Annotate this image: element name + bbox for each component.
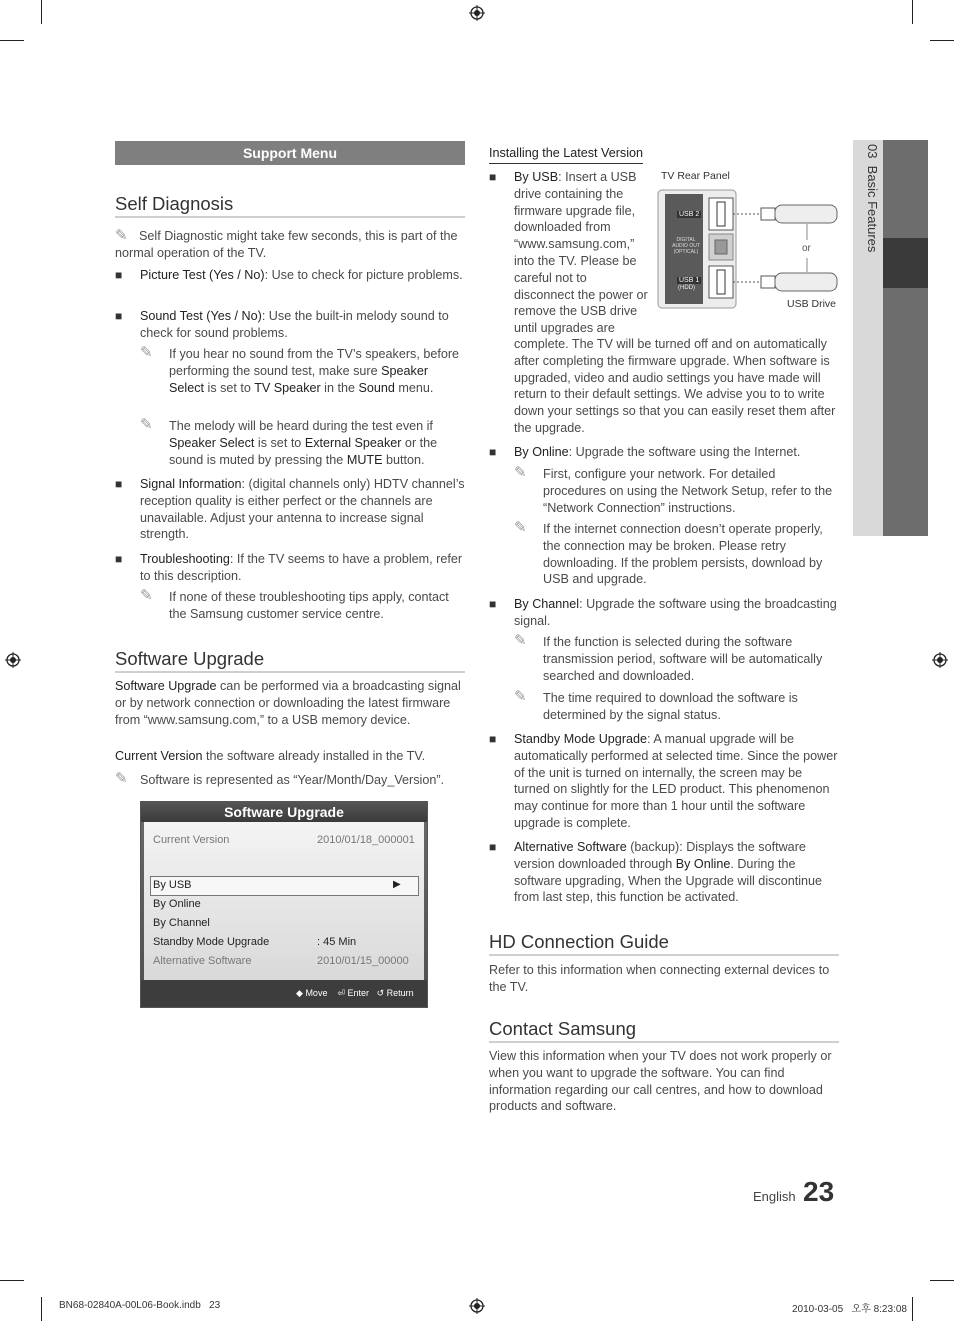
osd-item-standby-mode-upgrade[interactable]: Standby Mode Upgrade — [153, 936, 270, 948]
osd-item-alternative-software[interactable]: Alternative Software — [153, 955, 252, 967]
troubleshooting-item — [140, 551, 465, 585]
troubleshooting-text: : If the TV seems to have a problem, refer to this description. — [140, 552, 463, 583]
sound-test-item — [140, 308, 465, 342]
support-menu-bar: Support Menu — [115, 141, 465, 165]
optical-port-label: DIGITAL AUDIO OUT (OPTICAL) — [672, 237, 700, 255]
note-icon: ✎ — [514, 632, 527, 649]
current-version-item — [115, 748, 465, 765]
picture-test-item — [140, 267, 465, 284]
sound-menu-label: Sound — [358, 380, 395, 395]
footer-language: English — [753, 1189, 796, 1204]
footer-date: 2010-03-05 오후 8:23:08 — [792, 1304, 907, 1315]
note-icon: ✎ — [514, 464, 527, 481]
current-version-text: the software already installed in the TV. — [202, 749, 426, 763]
signal-information-label: Signal Information — [140, 477, 242, 491]
speaker-select-label: Speaker Select — [169, 435, 255, 450]
osd-enter-label: Enter — [347, 988, 370, 998]
sound-note-2 — [169, 418, 465, 468]
sound-note-1-text: If you hear no sound from the TV’s speakers, before performing the sound test, make sure — [169, 347, 460, 378]
standby-mode-upgrade-text: : A manual upgrade will be automatically performed at selected time. Since the power of the unit is turned on internally, the screen may be turned on slightly for the LED product. This phenomenon may continue for more than 1 hour until the software upgrade is complete. — [514, 732, 838, 830]
bullet-icon: ■ — [489, 840, 497, 854]
osd-move-label: Move — [305, 988, 328, 998]
note-icon: ✎ — [514, 519, 527, 536]
sound-note-1 — [169, 346, 465, 396]
side-tab-marker — [883, 238, 928, 288]
by-channel-item — [514, 596, 839, 630]
sound-test-label: Sound Test (Yes / No) — [140, 309, 262, 323]
standby-mode-upgrade-label: Standby Mode Upgrade — [514, 732, 648, 746]
picture-test-text: : Use to check for picture problems. — [264, 268, 463, 282]
software-upgrade-label: Software Upgrade — [115, 679, 217, 693]
by-online-label: By Online — [514, 445, 569, 459]
osd-footer-hints — [296, 988, 414, 999]
osd-alternative-value: 2010/01/15_00000 — [317, 955, 409, 967]
online-note-1: First, configure your network. For detailed procedures on using the Network Setup, refer to the “Network Connection” instructions. — [543, 467, 833, 515]
crop-mark — [0, 1280, 24, 1281]
note-icon: ✎ — [140, 344, 153, 361]
troubleshooting-note: If none of these troubleshooting tips apply, contact the Samsung customer service centre. — [169, 590, 449, 621]
current-version-label: Current Version — [115, 749, 203, 763]
sound-note-1-text: is set to — [204, 380, 255, 395]
registration-mark-icon — [932, 652, 948, 668]
alternative-software-item — [514, 839, 839, 906]
signal-information-item — [140, 476, 465, 543]
crop-mark — [41, 0, 42, 24]
osd-item-by-usb[interactable]: By USB — [153, 879, 192, 891]
contact-samsung-text: View this information when your TV does not work properly or when you want to upgrade the software. You can find information regarding our call centres, and how to download products and software. — [489, 1049, 832, 1114]
bullet-icon: ■ — [115, 309, 123, 323]
alternative-software-text: (backup): Displays the software version downloaded through — [514, 840, 806, 871]
registration-mark-icon — [469, 1298, 485, 1314]
osd-standby-value: : 45 Min — [317, 936, 357, 948]
return-icon: ↺ — [376, 988, 385, 998]
speaker-select-label: Speaker Select — [169, 363, 429, 395]
standby-mode-upgrade-item — [514, 731, 839, 832]
sound-note-2-text: The melody will be heard during the test even if — [169, 419, 433, 433]
note-icon: ✎ — [115, 770, 128, 787]
picture-test-label: Picture Test (Yes / No) — [140, 268, 265, 282]
osd-item-by-online[interactable]: By Online — [153, 898, 201, 910]
by-online-ref: By Online — [675, 856, 731, 871]
section-title-software-upgrade: Software Upgrade — [115, 648, 465, 673]
sound-note-2-text: or the sound is muted by pressing the — [169, 435, 438, 467]
osd-title: Software Upgrade — [141, 802, 427, 822]
usb1-port-label: USB 1 — [679, 277, 700, 284]
by-usb-label: By USB — [514, 170, 559, 184]
software-upgrade-intro-text: can be performed via a broadcasting signal or by network connection or downloading the latest firmware from “www.samsung.com,” to a USB memory device. — [115, 679, 461, 727]
note-icon: ✎ — [514, 688, 527, 705]
note-icon: ✎ — [140, 416, 153, 433]
online-note-2: If the internet connection doesn’t operate properly, the connection may be broken. Please retry downloading. If the problem persists, download by USB and upgrade. — [543, 522, 823, 587]
alternative-software-text: . During the software upgrading, When the Upgrade will discontinue from last step, this function be activated. — [514, 856, 823, 905]
usb1-port-sub-label: (HDD) — [678, 285, 695, 291]
osd-arrow-right-icon: ▶ — [393, 879, 401, 890]
side-tab-dark — [883, 140, 928, 536]
side-tab-label: 03 Basic Features — [865, 144, 880, 253]
by-usb-item — [514, 169, 650, 337]
crop-mark — [912, 0, 913, 24]
by-channel-label: By Channel — [514, 597, 580, 611]
bullet-icon: ■ — [115, 552, 123, 566]
installing-latest-version-heading: Installing the Latest Version — [489, 145, 643, 164]
sound-note-2-text: button. — [382, 452, 425, 467]
bullet-icon: ■ — [115, 268, 123, 282]
bullet-icon: ■ — [115, 477, 123, 491]
software-upgrade-intro — [115, 678, 465, 728]
channel-note-2: The time required to download the software is determined by the signal status. — [543, 691, 798, 722]
section-title-contact-samsung: Contact Samsung — [489, 1018, 839, 1043]
crop-mark — [930, 40, 954, 41]
bullet-icon: ■ — [489, 732, 497, 746]
osd-return-label: Return — [386, 988, 414, 998]
section-title-self-diagnosis: Self Diagnosis — [115, 193, 465, 218]
usb2-port-label: USB 2 — [679, 211, 700, 218]
bullet-icon: ■ — [489, 445, 497, 459]
by-usb-text-continued: complete. The TV will be turned off and on automatically after completing the firmware upgrade. When software is upgraded, video and audio settings you have made will return to their default settings. We advise you to to write down your settings so that you can easily reset them after the upgrade. — [514, 337, 836, 435]
channel-note-1: If the function is selected during the software transmission period, software will be automatically searched and downloaded. — [543, 635, 823, 683]
crop-mark — [912, 1297, 913, 1321]
osd-current-version-value: 2010/01/18_000001 — [317, 834, 415, 846]
note-icon: ✎ — [140, 587, 153, 604]
or-label: or — [802, 243, 811, 254]
crop-mark — [41, 1297, 42, 1321]
by-channel-text: : Upgrade the software using the broadcasting signal. — [514, 597, 837, 628]
self-diagnosis-note: Self Diagnostic might take few seconds, this is part of the normal operation of the TV. — [115, 229, 458, 260]
tv-rear-panel-label: TV Rear Panel — [661, 170, 730, 182]
usb-drive-label: USB Drive — [787, 298, 837, 310]
software-version-note: Software is represented as “Year/Month/Day_Version”. — [140, 773, 445, 787]
sound-note-2-text: is set to — [254, 435, 305, 450]
move-icon: ◆ — [296, 988, 303, 998]
osd-current-version-label: Current Version — [153, 834, 230, 846]
osd-window — [140, 801, 428, 1008]
page-number: 23 — [803, 1176, 835, 1207]
mute-label: MUTE — [346, 452, 383, 467]
footer-file-info: BN68-02840A-00L06-Book.indb 23 — [59, 1300, 221, 1311]
crop-mark — [0, 40, 24, 41]
registration-mark-icon — [469, 5, 485, 21]
osd-item-by-channel[interactable]: By Channel — [153, 917, 210, 929]
sound-note-1-text: menu. — [394, 380, 434, 395]
bullet-icon: ■ — [489, 170, 497, 184]
by-online-item — [514, 444, 839, 461]
sound-test-text: : Use the built-in melody sound to check for sound problems. — [140, 309, 449, 340]
by-online-text: : Upgrade the software using the Internet. — [568, 445, 801, 459]
external-speaker-label: External Speaker — [304, 435, 402, 450]
alternative-software-label: Alternative Software — [514, 840, 627, 854]
crop-mark — [930, 1280, 954, 1281]
tv-speaker-label: TV Speaker — [254, 380, 321, 395]
by-usb-text: : Insert a USB drive containing the firmware upgrade file, downloaded from “www.samsung.com,” into the TV. Please be careful not to disconnect the power or remove the USB drive until upgrades are — [514, 170, 648, 336]
troubleshooting-label: Troubleshooting — [140, 552, 230, 566]
note-icon: ✎ — [115, 227, 128, 244]
bullet-icon: ■ — [489, 597, 497, 611]
signal-information-text: : (digital channels only) HDTV channel’s reception quality is either perfect or the channels are unavailable. Adjust your antenna to increase signal strength. — [140, 477, 465, 542]
registration-mark-icon — [5, 652, 21, 668]
section-title-hd-connection-guide: HD Connection Guide — [489, 931, 839, 956]
enter-icon: ⏎ — [337, 988, 346, 998]
sound-note-1-text: in the — [320, 380, 359, 395]
hd-connection-guide-text: Refer to this information when connecting external devices to the TV. — [489, 963, 830, 994]
